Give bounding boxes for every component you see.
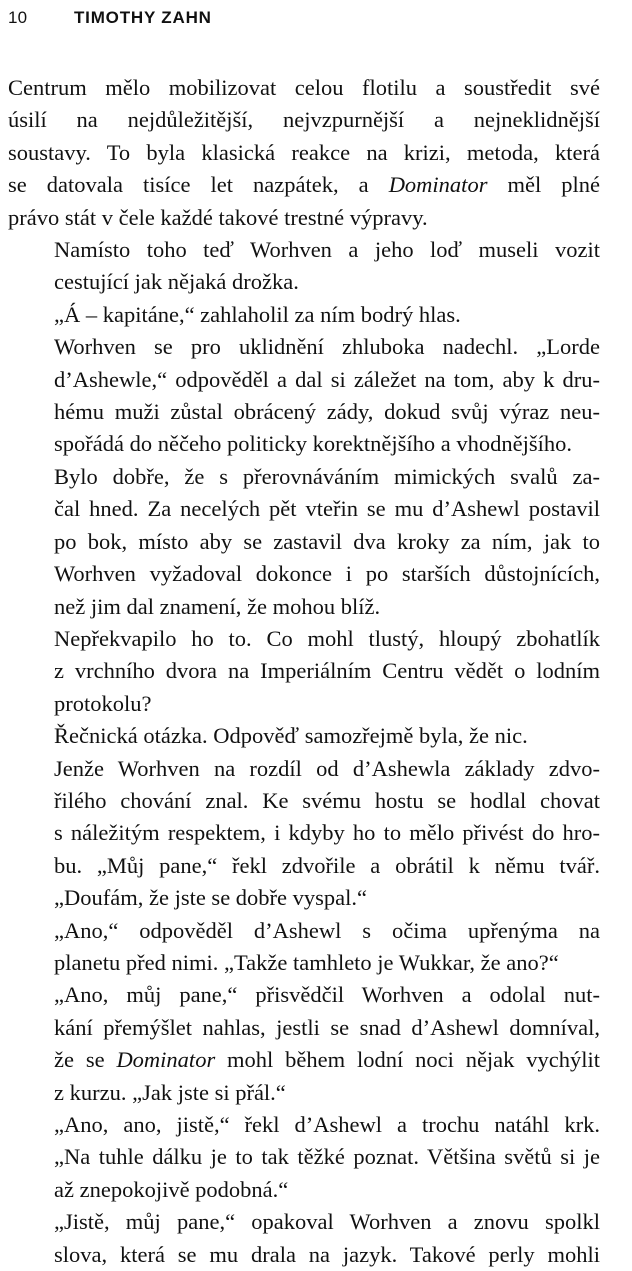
text-line: řilého chování znal. Ke svému hostu se hodlal chovat (54, 787, 600, 813)
text-line: Centrum mělo mobilizovat celou flotilu a soustředit své (8, 75, 600, 100)
paragraph (8, 623, 600, 720)
paragraph (8, 720, 600, 752)
text-line: bu. „Můj pane,“ řekl zdvořile a obrátil k němu tvář. (54, 852, 600, 878)
paragraph (8, 234, 600, 299)
text-line: Worhven se pro uklidnění zhluboka nadechl. „Lorde (54, 334, 600, 360)
running-head-author: TIMOTHY ZAHN (74, 8, 212, 27)
text-line: „Doufám, že jste se dobře vyspal.“ (54, 885, 368, 911)
italic-title: Dominator (116, 1047, 216, 1073)
page-number: 10 (8, 8, 28, 27)
text-line: z vrchního dvora na Imperiálním Centru vědět o lodním (54, 658, 600, 684)
text-line: cestující jak nějaká drožka. (54, 269, 299, 295)
paragraph (8, 753, 600, 915)
text-line: slova, která se mu drala na jazyk. Takové perly mohli (54, 1241, 600, 1267)
text-line: planetu před nimi. „Takže tamhleto je Wukkar, že ano?“ (54, 949, 559, 975)
text-line: „Jistě, můj pane,“ opakoval Worhven a znovu spolkl (54, 1209, 600, 1235)
paragraph (8, 331, 600, 461)
text-line: Worhven vyžadoval dokonce i po starších důstojnících, (54, 561, 600, 587)
text-line: Bylo dobře, že s přerovnáváním mimických svalů za- (54, 463, 600, 489)
text-line: „Á – kapitáne,“ zahlaholil za ním bodrý hlas. (54, 301, 461, 327)
text-line: s náležitým respektem, i kdyby ho to mělo přivést do hro- (54, 820, 600, 846)
text-line: protokolu? (54, 690, 152, 716)
text-line: Jenže Worhven na rozdíl od d’Ashewla základy zdvo- (54, 755, 600, 781)
italic-title: Dominator (388, 172, 488, 198)
text-line: než jim dal znamení, že mohou blíž. (54, 593, 381, 619)
body-text (8, 72, 600, 1271)
text-line: soustavy. To byla klasická reakce na krizi, metoda, která (8, 139, 600, 165)
text-line: kání přemýšlet nahlas, jestli se snad d’Ashewl domníval, (54, 1014, 600, 1040)
text-line: „Ano, ano, jistě,“ řekl d’Ashewl a trochu natáhl krk. (54, 1112, 600, 1137)
text-line: Řečnická otázka. Odpověď samozřejmě byla, že nic. (54, 723, 528, 749)
text-line: Nepřekvapilo ho to. Co mohl tlustý, hloupý zbohatlík (54, 625, 600, 651)
paragraph (8, 1109, 600, 1206)
running-head (8, 4, 212, 32)
text-line: že se Dominator mohl během lodní noci nějak vychýlit (54, 1047, 601, 1073)
text-line: po bok, místo aby se zastavil dva kroky za ním, jak to (54, 528, 600, 554)
text-line: úsilí na nejdůležitější, nejvzpurnější a nejneklidnější (8, 107, 600, 133)
text-line: hému muži zůstal obrácený zády, dokud svůj výraz neu- (54, 399, 600, 425)
book-page (8, 0, 601, 1267)
text-line: „Ano, můj pane,“ přisvědčil Worhven a odolal nut- (54, 982, 600, 1008)
text-line: „Na tuhle dálku je to tak těžké poznat. Většina světů si je (54, 1144, 600, 1170)
text-line: z kurzu. „Jak jste si přál.“ (54, 1079, 286, 1105)
paragraph (8, 72, 600, 234)
text-line: d’Ashewle,“ odpověděl a dal si záležet na tom, aby k dru- (54, 366, 600, 392)
paragraph (8, 299, 600, 331)
paragraph (8, 979, 600, 1109)
paragraph (8, 1206, 600, 1271)
text-line: až znepokojivě podobná.“ (54, 1176, 289, 1202)
paragraph (8, 461, 600, 623)
text-line: „Ano,“ odpověděl d’Ashewl s očima upřenýma na (54, 917, 600, 943)
text-line: právo stát v čele každé takové trestné výpravy. (8, 204, 428, 230)
text-line: se datovala tisíce let nazpátek, a Dominator měl plné (8, 172, 600, 198)
text-line: čal hned. Za necelých pět vteřin se mu d’Ashewl postavil (54, 496, 600, 522)
text-line: Namísto toho teď Worhven a jeho loď museli vozit (54, 237, 600, 263)
text-line: spořádá do něčeho politicky korektnějšího a vhodnějšího. (54, 431, 573, 457)
paragraph (8, 915, 600, 980)
